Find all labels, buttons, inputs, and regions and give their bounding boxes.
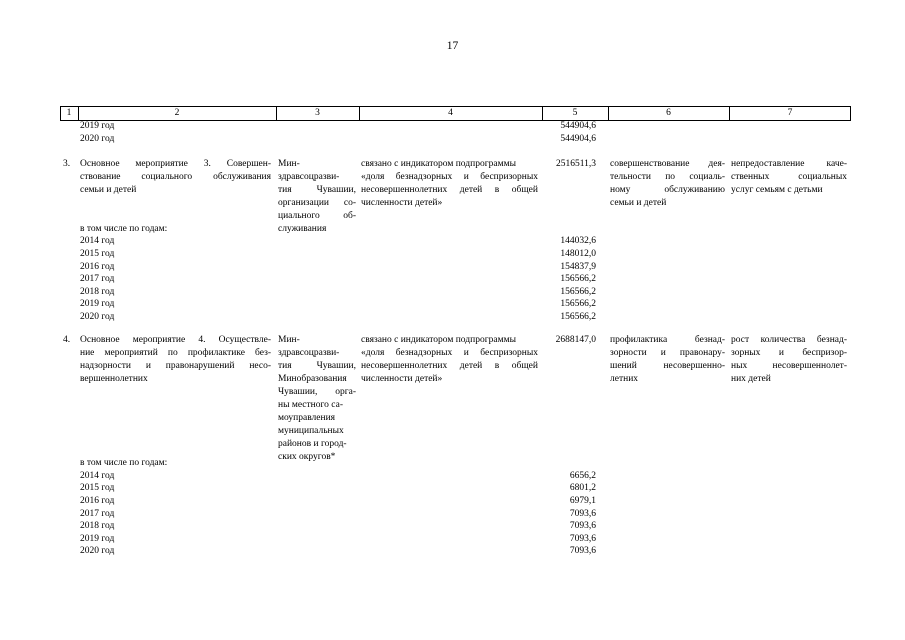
header-divider xyxy=(608,106,609,120)
total-value: 2516511,3 xyxy=(555,159,596,169)
result-line: профилактика безнад- xyxy=(610,335,725,345)
result-line: летних xyxy=(610,374,639,384)
header-col-1: 1 xyxy=(66,108,72,118)
header-col-3: 3 xyxy=(315,108,320,118)
item-title-line: надзорности и правонарушений несо- xyxy=(80,361,271,371)
executor-line: Мин- xyxy=(278,159,300,169)
year-label: 2018 год xyxy=(80,287,115,297)
result-line: тельности по социаль- xyxy=(610,172,725,182)
header-divider xyxy=(78,106,79,120)
result-line: шений несовершенно- xyxy=(610,361,725,371)
year-label: 2019 год xyxy=(80,121,115,131)
result-line: зорности и правонару- xyxy=(610,348,725,358)
item-title-line: семьи и детей xyxy=(80,185,137,195)
year-value: 7093,6 xyxy=(569,509,596,519)
year-label: 2020 год xyxy=(80,546,115,556)
header-border xyxy=(60,106,61,120)
risk-line: непредоставление каче- xyxy=(731,159,847,169)
year-value: 544904,6 xyxy=(560,134,596,144)
executor-line: муниципальных xyxy=(278,426,344,436)
page-number: 17 xyxy=(446,40,459,52)
year-value: 156566,2 xyxy=(560,299,596,309)
by-years-label: в том числе по годам: xyxy=(80,458,168,468)
executor-line: ны местного са- xyxy=(278,400,344,410)
indicator-line: численности детей» xyxy=(361,374,443,384)
year-value: 6979,1 xyxy=(569,496,596,506)
result-line: совершенствование дея- xyxy=(610,159,725,169)
year-label: 2019 год xyxy=(80,534,115,544)
year-value: 6656,2 xyxy=(569,471,596,481)
year-label: 2014 год xyxy=(80,236,115,246)
indicator-line: связано с индикатором подпрограммы xyxy=(361,159,516,169)
executor-line: Минобразования xyxy=(278,374,347,384)
year-value: 6801,2 xyxy=(569,483,596,493)
header-col-7: 7 xyxy=(787,108,793,118)
risk-line: рост количества безнад- xyxy=(731,335,847,345)
executor-line: здравсоцразви- xyxy=(278,348,340,358)
header-border xyxy=(850,106,851,120)
header-col-5: 5 xyxy=(572,108,578,118)
header-divider xyxy=(276,106,277,120)
item-number: 3. xyxy=(63,159,71,169)
executor-line: Чувашии, орга- xyxy=(278,387,356,397)
year-label: 2017 год xyxy=(80,274,115,284)
header-col-2: 2 xyxy=(174,108,180,118)
year-label: 2019 год xyxy=(80,299,115,309)
risk-line: зорных и беспризор- xyxy=(731,348,847,358)
result-line: ному обслуживанию xyxy=(610,185,725,195)
indicator-line: несовершеннолетних детей в общей xyxy=(361,361,538,371)
executor-line: Мин- xyxy=(278,335,300,345)
risk-line: услуг семьям с детьми xyxy=(731,185,823,195)
year-value: 154837,9 xyxy=(560,262,596,272)
header-divider xyxy=(359,106,360,120)
header-divider xyxy=(542,106,543,120)
year-label: 2020 год xyxy=(80,312,115,322)
risk-line: них детей xyxy=(731,374,771,384)
year-value: 7093,6 xyxy=(569,546,596,556)
year-value: 7093,6 xyxy=(569,521,596,531)
year-label: 2020 год xyxy=(80,134,115,144)
risk-line: ных несовершеннолет- xyxy=(731,361,847,371)
executor-line: тия Чувашии, xyxy=(278,185,356,195)
indicator-line: связано с индикатором подпрограммы xyxy=(361,335,516,345)
executor-line: циального об- xyxy=(278,211,356,221)
executor-line: здравсоцразви- xyxy=(278,172,340,182)
executor-line: ских округов* xyxy=(278,452,336,462)
year-label: 2016 год xyxy=(80,496,115,506)
indicator-line: «доля безнадзорных и беспризорных xyxy=(361,348,538,358)
risk-line: ственных социальных xyxy=(731,172,847,182)
indicator-line: несовершеннолетних детей в общей xyxy=(361,185,538,195)
by-years-label: в том числе по годам: xyxy=(80,224,168,234)
year-value: 144032,6 xyxy=(560,236,596,246)
executor-line: служивания xyxy=(278,224,327,234)
item-title-line: Основное мероприятие 4. Осуществле- xyxy=(80,335,271,345)
header-divider xyxy=(729,106,730,120)
indicator-line: «доля безнадзорных и беспризорных xyxy=(361,172,538,182)
item-title-line: ние мероприятий по профилактике без- xyxy=(80,348,271,358)
header-col-4: 4 xyxy=(448,108,453,118)
year-label: 2016 год xyxy=(80,262,115,272)
item-number: 4. xyxy=(63,335,71,345)
executor-line: организации со- xyxy=(278,198,356,208)
executor-line: районов и город- xyxy=(278,439,347,449)
year-value: 156566,2 xyxy=(560,274,596,284)
year-value: 7093,6 xyxy=(569,534,596,544)
year-value: 156566,2 xyxy=(560,312,596,322)
result-line: семьи и детей xyxy=(610,198,667,208)
executor-line: моуправления xyxy=(278,413,336,423)
item-title-line: ствование социального обслуживания xyxy=(80,172,271,182)
total-value: 2688147,0 xyxy=(555,335,596,345)
table-header xyxy=(60,106,851,121)
year-label: 2015 год xyxy=(80,483,115,493)
year-label: 2017 год xyxy=(80,509,115,519)
year-label: 2015 год xyxy=(80,249,115,259)
item-title-line: вершеннолетних xyxy=(80,374,148,384)
item-title-line: Основное мероприятие 3. Совершен- xyxy=(80,159,271,169)
executor-line: тия Чувашии, xyxy=(278,361,356,371)
year-value: 156566,2 xyxy=(560,287,596,297)
year-label: 2014 год xyxy=(80,471,115,481)
header-col-6: 6 xyxy=(666,108,671,118)
year-label: 2018 год xyxy=(80,521,115,531)
indicator-line: численности детей» xyxy=(361,198,443,208)
year-value: 544904,6 xyxy=(560,121,596,131)
year-value: 148012,0 xyxy=(560,249,596,259)
